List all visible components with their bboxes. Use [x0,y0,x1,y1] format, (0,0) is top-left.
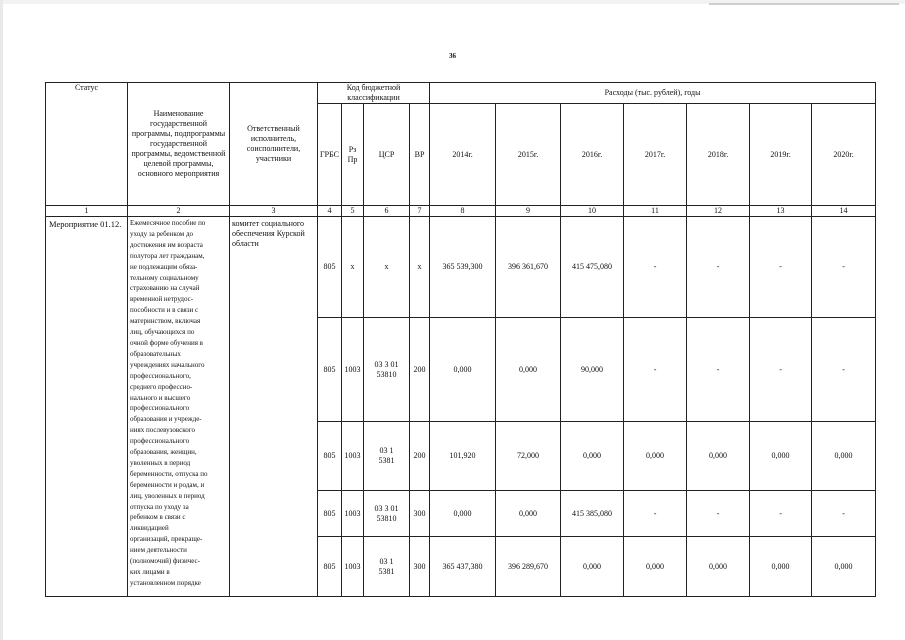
column-number: 9 [496,206,561,217]
value-2020: - [812,491,876,537]
value-2019: - [750,318,812,422]
header-year-2016: 2016г. [561,104,624,206]
vr-cell: 300 [410,491,430,537]
scan-artifact [709,3,899,5]
measure-name-line: временной нетрудос- [130,295,194,304]
value-2019: 0,000 [750,537,812,597]
csr-cell [364,422,410,491]
vr-cell: х [410,217,430,318]
column-number: 3 [230,206,318,217]
vr-cell: 300 [410,537,430,597]
csr-top: х [384,262,389,271]
measure-name-cell [128,217,230,597]
value-2017: 0,000 [624,537,687,597]
rzpr-cell: 1003 [342,491,364,537]
column-number: 2 [128,206,230,217]
value-2016: 0,000 [561,422,624,491]
value-2018: - [687,318,750,422]
value-2014: 0,000 [430,491,496,537]
header-year-2014: 2014г. [430,104,496,206]
scan-left-edge [0,0,3,640]
measure-name-line: Ежемесячное пособие по [130,219,206,227]
header-rzpr-bottom: Пр [347,154,358,164]
column-number: 5 [342,206,364,217]
header-executor: Ответственный исполнитель, соисполнители, участники [230,83,318,206]
measure-name-line: установленном порядке [130,578,201,587]
value-2017: - [624,217,687,318]
header-rzpr-top: Рз [348,144,357,154]
header-year-2017: 2017г. [624,104,687,206]
page-number: 36 [449,52,456,60]
measure-name-line: ниях послевузовского [130,426,195,435]
measure-name-line: пособности и в связи с [130,306,199,315]
vr-cell: 200 [410,422,430,491]
value-2020: - [812,217,876,318]
value-2014: 0,000 [430,318,496,422]
measure-name-line: образования и учрежде- [130,415,202,424]
measure-name-line: уходу за ребенком до [130,229,194,238]
column-number: 10 [561,206,624,217]
header-vr: ВР [410,104,430,206]
measure-name-line: не подлежащим обяза- [130,262,198,271]
csr-cell [364,537,410,597]
measure-name-line: беременности и родам, и [130,480,205,489]
column-number: 13 [750,206,812,217]
rzpr-cell: 1003 [342,422,364,491]
status-cell: Мероприятие 01.12. [46,217,128,597]
value-2017: 0,000 [624,422,687,491]
measure-name-text [130,218,227,589]
rzpr-cell: х [342,217,364,318]
value-2018: - [687,491,750,537]
csr-top: 03 3 01 [374,503,399,513]
measure-name-line: (полномочий) физичес- [130,557,200,566]
value-2017: - [624,491,687,537]
column-number: 7 [410,206,430,217]
column-number: 4 [318,206,342,217]
measure-name-line: полутора лет гражданам, [130,251,205,260]
measure-name-line: образования, женщин, [130,448,197,457]
csr-bottom: 5381 [378,456,395,465]
value-2020: - [812,318,876,422]
csr-top: 03 3 01 [374,359,399,369]
value-2017: - [624,318,687,422]
value-2019: - [750,491,812,537]
measure-name-line: очной форме обучения в [130,338,203,347]
value-2015: 0,000 [496,318,561,422]
measure-name-line: отпуска по уходу за [130,502,189,511]
column-number: 11 [624,206,687,217]
measure-name-line: учреждениях начального [130,360,205,369]
measure-name-line: профессионального, [130,371,191,380]
column-number: 14 [812,206,876,217]
csr-bottom: 53810 [376,369,397,379]
measure-name-line: ребенком в связи с [130,513,186,522]
csr-cell [364,217,410,318]
header-grbs: ГРБС [318,104,342,206]
header-rzpr [342,104,364,206]
csr-top: 03 1 [379,556,394,566]
column-number: 12 [687,206,750,217]
grbs-cell: 805 [318,491,342,537]
value-2016: 90,000 [561,318,624,422]
value-2019: 0,000 [750,422,812,491]
value-2016: 415 475,080 [561,217,624,318]
measure-name-line: нального и высшего [130,393,191,402]
executor-cell: комитет социального обеспечения Курской области [230,217,318,597]
value-2014: 101,920 [430,422,496,491]
measure-name-line: ликвидацией [130,524,169,533]
measure-name-line: образовательных [130,349,181,358]
grbs-cell: 805 [318,318,342,422]
header-year-2015: 2015г. [496,104,561,206]
value-2015: 396 289,670 [496,537,561,597]
column-number: 6 [364,206,410,217]
measure-name-line: организаций, прекраще- [130,535,203,544]
budget-table [45,82,876,597]
measure-name-line: материнством, включая [130,317,201,326]
value-2015: 0,000 [496,491,561,537]
value-2015: 396 361,670 [496,217,561,318]
rzpr-cell: 1003 [342,318,364,422]
header-expenses: Расходы (тыс. рублей), годы [430,83,876,104]
value-2014: 365 437,380 [430,537,496,597]
measure-name-line: профессионального [130,437,190,446]
value-2018: 0,000 [687,537,750,597]
measure-name-line: профессионального [130,404,190,413]
value-2020: 0,000 [812,422,876,491]
column-number-row [46,206,876,217]
column-number: 8 [430,206,496,217]
csr-top: 03 1 [379,446,394,455]
measure-name-line: беременности, отпуска по [130,469,208,478]
measure-name-line: тельному социальному [130,273,199,282]
header-csr: ЦСР [364,104,410,206]
vr-cell: 200 [410,318,430,422]
csr-cell [364,491,410,537]
measure-name-line: среднего профессио- [130,382,193,391]
column-number: 1 [46,206,128,217]
value-2015: 72,000 [496,422,561,491]
csr-bottom: 53810 [376,513,397,523]
header-budget-code: Код бюджетной классификации [318,83,430,104]
value-2018: 0,000 [687,422,750,491]
value-2019: - [750,217,812,318]
value-2016: 0,000 [561,537,624,597]
measure-name-line: уволенных в период [130,458,191,467]
value-2020: 0,000 [812,537,876,597]
value-2014: 365 539,300 [430,217,496,318]
measure-name-line: ких лицами в [130,568,170,576]
header-status: Статус [46,83,128,206]
grbs-cell: 805 [318,422,342,491]
csr-bottom: 5381 [378,566,395,576]
csr-cell [364,318,410,422]
value-2018: - [687,217,750,318]
measure-name-line: лиц, обучающихся по [130,328,195,337]
grbs-cell: 805 [318,537,342,597]
measure-name-line: нием деятельности [130,546,187,555]
grbs-cell: 805 [318,217,342,318]
measure-name-line: лиц, уволенных в период [130,491,205,500]
header-year-2019: 2019г. [750,104,812,206]
header-name: Наименование государственной программы, подпрограммы государственной программы, ведомственной целевой программы, основного мероприятия [128,83,230,206]
table-row [46,217,876,318]
measure-name-line: достижения им возраста [130,240,203,249]
header-year-2018: 2018г. [687,104,750,206]
value-2016: 415 385,080 [561,491,624,537]
rzpr-cell: 1003 [342,537,364,597]
header-year-2020: 2020г. [812,104,876,206]
measure-name-line: страхованию на случай [130,284,200,293]
